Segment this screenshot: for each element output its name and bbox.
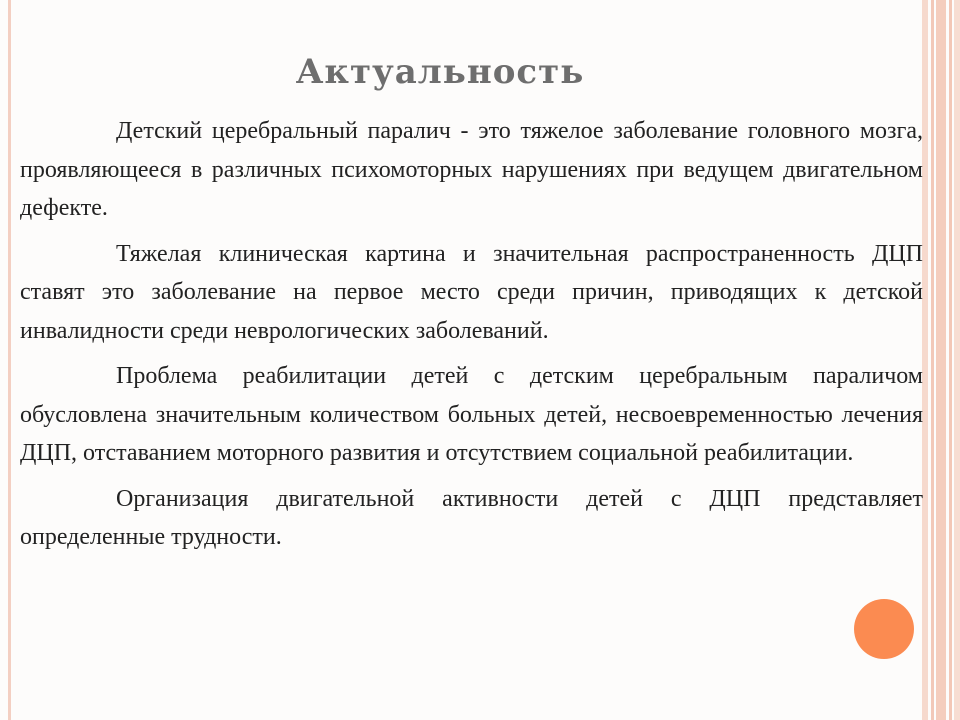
paragraph-motor-activity: Организация двигательной активности детей с ДЦП представляет определенные трудности.	[20, 485, 923, 550]
stripe	[936, 0, 946, 720]
paragraph-prevalence: Тяжелая клиническая картина и значительная распространенность ДЦП ставят это заболевание на первое место среди причин, приводящих к детской инвалидности среди неврологических заболеваний.	[20, 240, 923, 344]
right-decorative-stripes	[922, 0, 960, 720]
slide-title: Актуальность	[295, 52, 585, 92]
orange-circle-decoration	[854, 599, 914, 659]
paragraph-rehabilitation: Проблема реабилитации детей с детским церебральным параличом обусловлена значительным количеством больных детей, несвоевременностью лечения ДЦП, отставанием моторного развития и отсутствием социальной реабилитации.	[20, 363, 923, 466]
left-border-line	[8, 0, 11, 720]
slide-body	[20, 112, 923, 564]
paragraph-definition: Детский церебральный паралич - это тяжелое заболевание головного мозга, проявляющееся в различных психомоторных нарушениях при ведущем двигательном дефекте.	[20, 118, 923, 221]
stripe	[931, 0, 934, 720]
stripe	[954, 0, 960, 720]
stripe	[949, 0, 952, 720]
